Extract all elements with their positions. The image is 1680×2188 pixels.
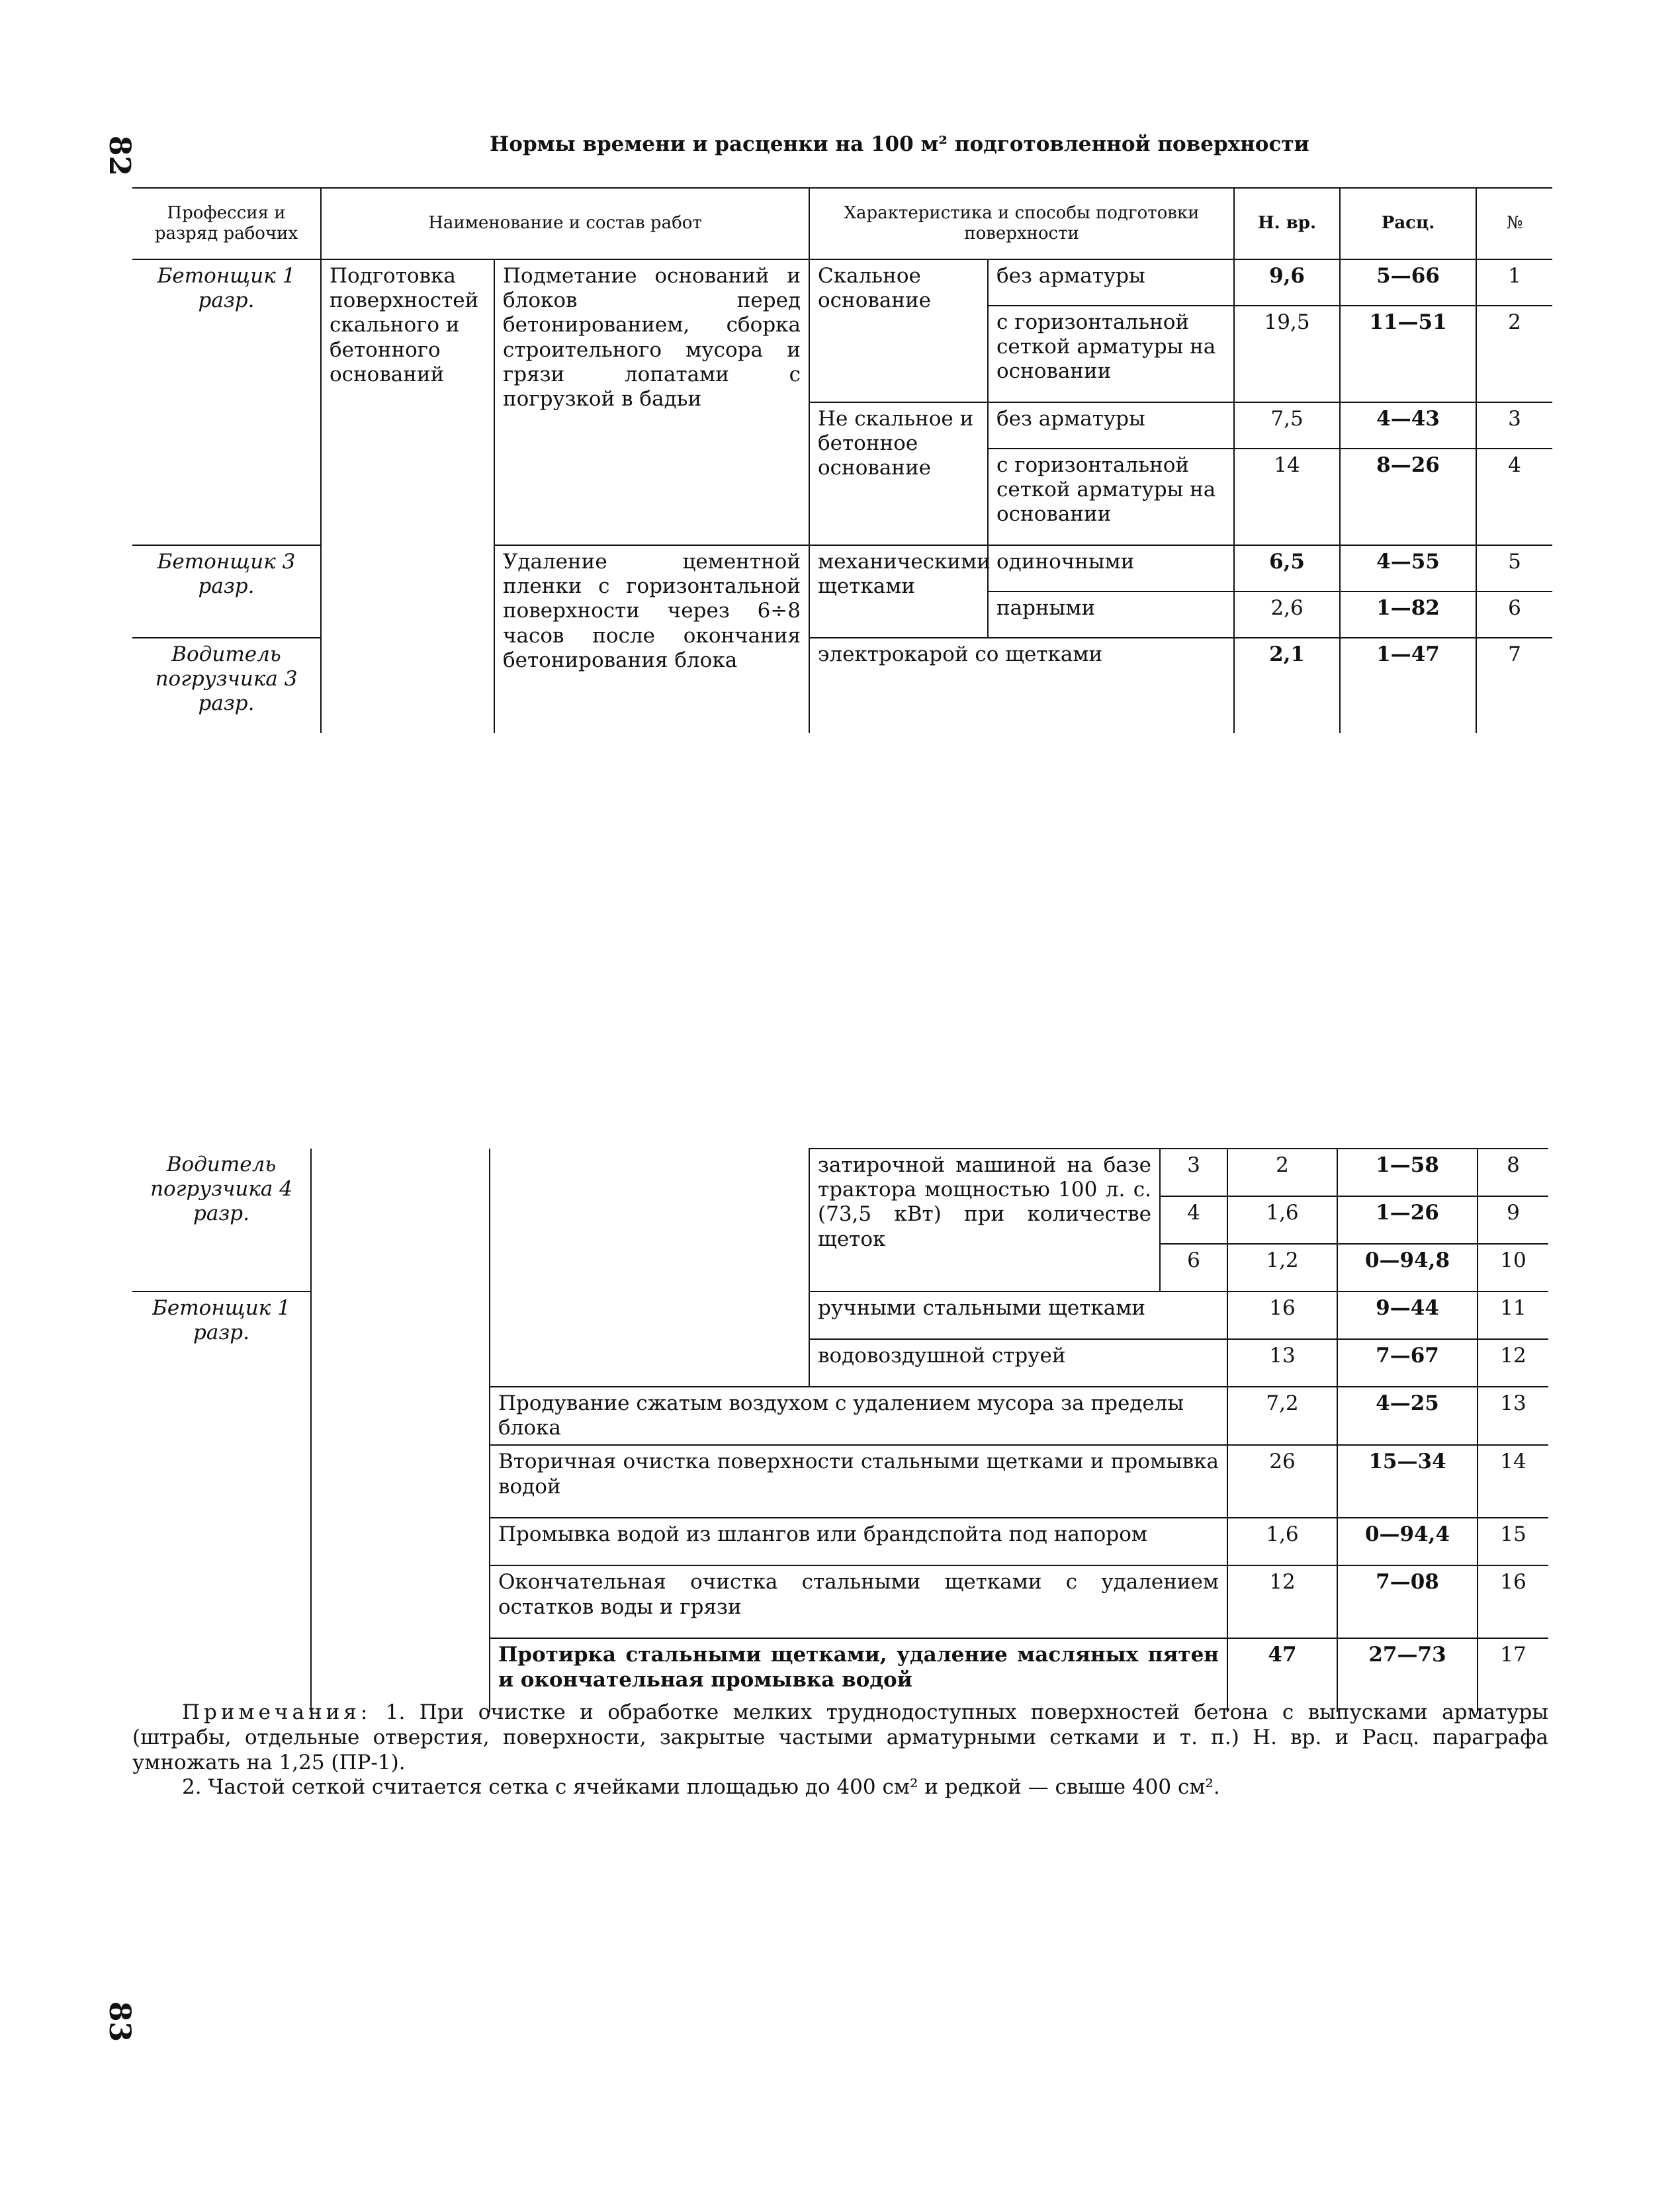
row-16-text: Окончательная очистка стальными щетками с удалением остатков воды и грязи [490, 1565, 1227, 1638]
work-a: Подметание оснований и блоков перед бетонированием, сборка строительного мусора и грязи лопатами с погрузкой в бадьи [494, 259, 809, 545]
row-9-num: 9 [1478, 1196, 1548, 1244]
row-11-rate: 9—44 [1337, 1291, 1478, 1339]
notes-block [132, 1700, 1548, 1800]
row-3-num: 3 [1476, 402, 1552, 449]
row-7-rate: 1—47 [1340, 638, 1476, 733]
row-6-rate: 1—82 [1340, 591, 1476, 638]
row-4-norm: 14 [1234, 449, 1340, 545]
row-12-rate: 7—67 [1337, 1339, 1478, 1387]
row-15-num: 15 [1478, 1518, 1548, 1565]
row-10-num: 10 [1478, 1244, 1548, 1291]
method-mech: механическими щетками [809, 545, 988, 638]
row-4-rate: 8—26 [1340, 449, 1476, 545]
row-13-rate: 4—25 [1337, 1387, 1478, 1445]
header-work: Наименование и состав работ [321, 188, 809, 259]
row-5-num: 5 [1476, 545, 1552, 591]
row-16-norm: 12 [1227, 1565, 1337, 1638]
row-1-num: 1 [1476, 259, 1552, 306]
method-paired: парными [988, 591, 1234, 638]
row-5-rate: 4—55 [1340, 545, 1476, 591]
work-b: Удаление цементной пленки с горизонтальной поверхности через 6÷8 часов после окончания бетонирования блока [494, 545, 809, 733]
norms-table-lower [132, 1148, 1548, 1712]
row-15-rate: 0—94,4 [1337, 1518, 1478, 1565]
row-9-rate: 1—26 [1337, 1196, 1478, 1244]
row-7-norm: 2,1 [1234, 638, 1340, 733]
row-9-brushes: 4 [1160, 1196, 1227, 1244]
row-17-num: 17 [1478, 1638, 1548, 1712]
method-grid-1: с горизонтальной сеткой арматуры на основании [988, 306, 1234, 402]
worker-1: Бетонщик 1 разр. [132, 259, 321, 545]
row-1-rate: 5—66 [1340, 259, 1476, 306]
row-16-rate: 7—08 [1337, 1565, 1478, 1638]
row-8-norm: 2 [1227, 1149, 1337, 1196]
row-1-norm: 9,6 [1234, 259, 1340, 306]
method-manual: ручными стальными щетками [809, 1291, 1227, 1339]
header-rate: Расц. [1340, 188, 1476, 259]
row-8-brushes: 3 [1160, 1149, 1227, 1196]
header-num: № [1476, 188, 1552, 259]
row-15-text: Промывка водой из шлангов или брандспойта под напором [490, 1518, 1227, 1565]
row-10-rate: 0—94,8 [1337, 1244, 1478, 1291]
norms-table-upper [132, 187, 1552, 733]
header-method: Характеристика и способы подготовки поверхности [809, 188, 1234, 259]
row-3-norm: 7,5 [1234, 402, 1340, 449]
row-7-num: 7 [1476, 638, 1552, 733]
work-group: Подготовка поверхностей скального и бетонного оснований [321, 259, 494, 733]
row-2-norm: 19,5 [1234, 306, 1340, 402]
row-12-norm: 13 [1227, 1339, 1337, 1387]
row-13-num: 13 [1478, 1387, 1548, 1445]
note-1: 1. При очистке и обработке мелких труднодоступных поверхностей бетона с выпусками арматуры (штрабы, отдельные отверстия, поверхности, закрытые частыми арматурными сетками и т. п.) Н. вр. и Расц. параграфа умножать на 1,25 (ПР-1). [132, 1700, 1548, 1774]
row-13-norm: 7,2 [1227, 1387, 1337, 1445]
worker-3: Водитель погрузчика 3 разр. [132, 638, 321, 733]
row-15-norm: 1,6 [1227, 1518, 1337, 1565]
worker-4: Водитель погрузчика 4 разр. [132, 1149, 311, 1291]
worker-2: Бетонщик 3 разр. [132, 545, 321, 638]
row-5-norm: 6,5 [1234, 545, 1340, 591]
row-13-text: Продувание сжатым воздухом с удалением мусора за пределы блока [490, 1387, 1227, 1445]
row-6-norm: 2,6 [1234, 591, 1340, 638]
header-profession: Профессия и разряд рабочих [132, 188, 321, 259]
method-no-rebar-2: без арматуры [988, 402, 1234, 449]
page-title: Нормы времени и расценки на 100 м² подготовленной поверхности [490, 132, 1309, 156]
row-6-num: 6 [1476, 591, 1552, 638]
row-17-rate: 27—73 [1337, 1638, 1478, 1712]
row-3-rate: 4—43 [1340, 402, 1476, 449]
row-8-rate: 1—58 [1337, 1149, 1478, 1196]
row-14-norm: 26 [1227, 1445, 1337, 1518]
row-2-rate: 11—51 [1340, 306, 1476, 402]
row-11-norm: 16 [1227, 1291, 1337, 1339]
row-9-norm: 1,6 [1227, 1196, 1337, 1244]
method-single: одиночными [988, 545, 1234, 591]
row-10-norm: 1,2 [1227, 1244, 1337, 1291]
row-4-num: 4 [1476, 449, 1552, 545]
row-14-num: 14 [1478, 1445, 1548, 1518]
page-number-bottom: 83 [103, 2001, 137, 2042]
row-14-rate: 15—34 [1337, 1445, 1478, 1518]
row-11-num: 11 [1478, 1291, 1548, 1339]
notes-label: Примечания: [182, 1700, 372, 1724]
note-2: 2. Частой сеткой считается сетка с ячейками площадью до 400 см² и редкой — свыше 400 см². [182, 1775, 1220, 1800]
page-number-top: 82 [103, 135, 137, 177]
row-17-norm: 47 [1227, 1638, 1337, 1712]
method-nonrock: Не скальное и бетонное основание [809, 402, 988, 545]
header-norm: Н. вр. [1234, 188, 1340, 259]
row-2-num: 2 [1476, 306, 1552, 402]
row-14-text: Вторичная очистка поверхности стальными щетками и промывка водой [490, 1445, 1227, 1518]
method-waterair: водовоздушной струей [809, 1339, 1227, 1387]
worker-5: Бетонщик 1 разр. [132, 1291, 311, 1712]
method-troweling: затирочной машиной на базе трактора мощностью 100 л. с. (73,5 кВт) при количестве щеток [809, 1149, 1160, 1291]
row-16-num: 16 [1478, 1565, 1548, 1638]
method-rock: Скальное основание [809, 259, 988, 402]
method-no-rebar-1: без арматуры [988, 259, 1234, 306]
method-grid-2: с горизонтальной сеткой арматуры на основании [988, 449, 1234, 545]
row-8-num: 8 [1478, 1149, 1548, 1196]
row-10-brushes: 6 [1160, 1244, 1227, 1291]
row-12-num: 12 [1478, 1339, 1548, 1387]
row-17-text: Протирка стальными щетками, удаление масляных пятен и окончательная промывка водой [490, 1638, 1227, 1712]
method-cart: электрокарой со щетками [809, 638, 1234, 733]
